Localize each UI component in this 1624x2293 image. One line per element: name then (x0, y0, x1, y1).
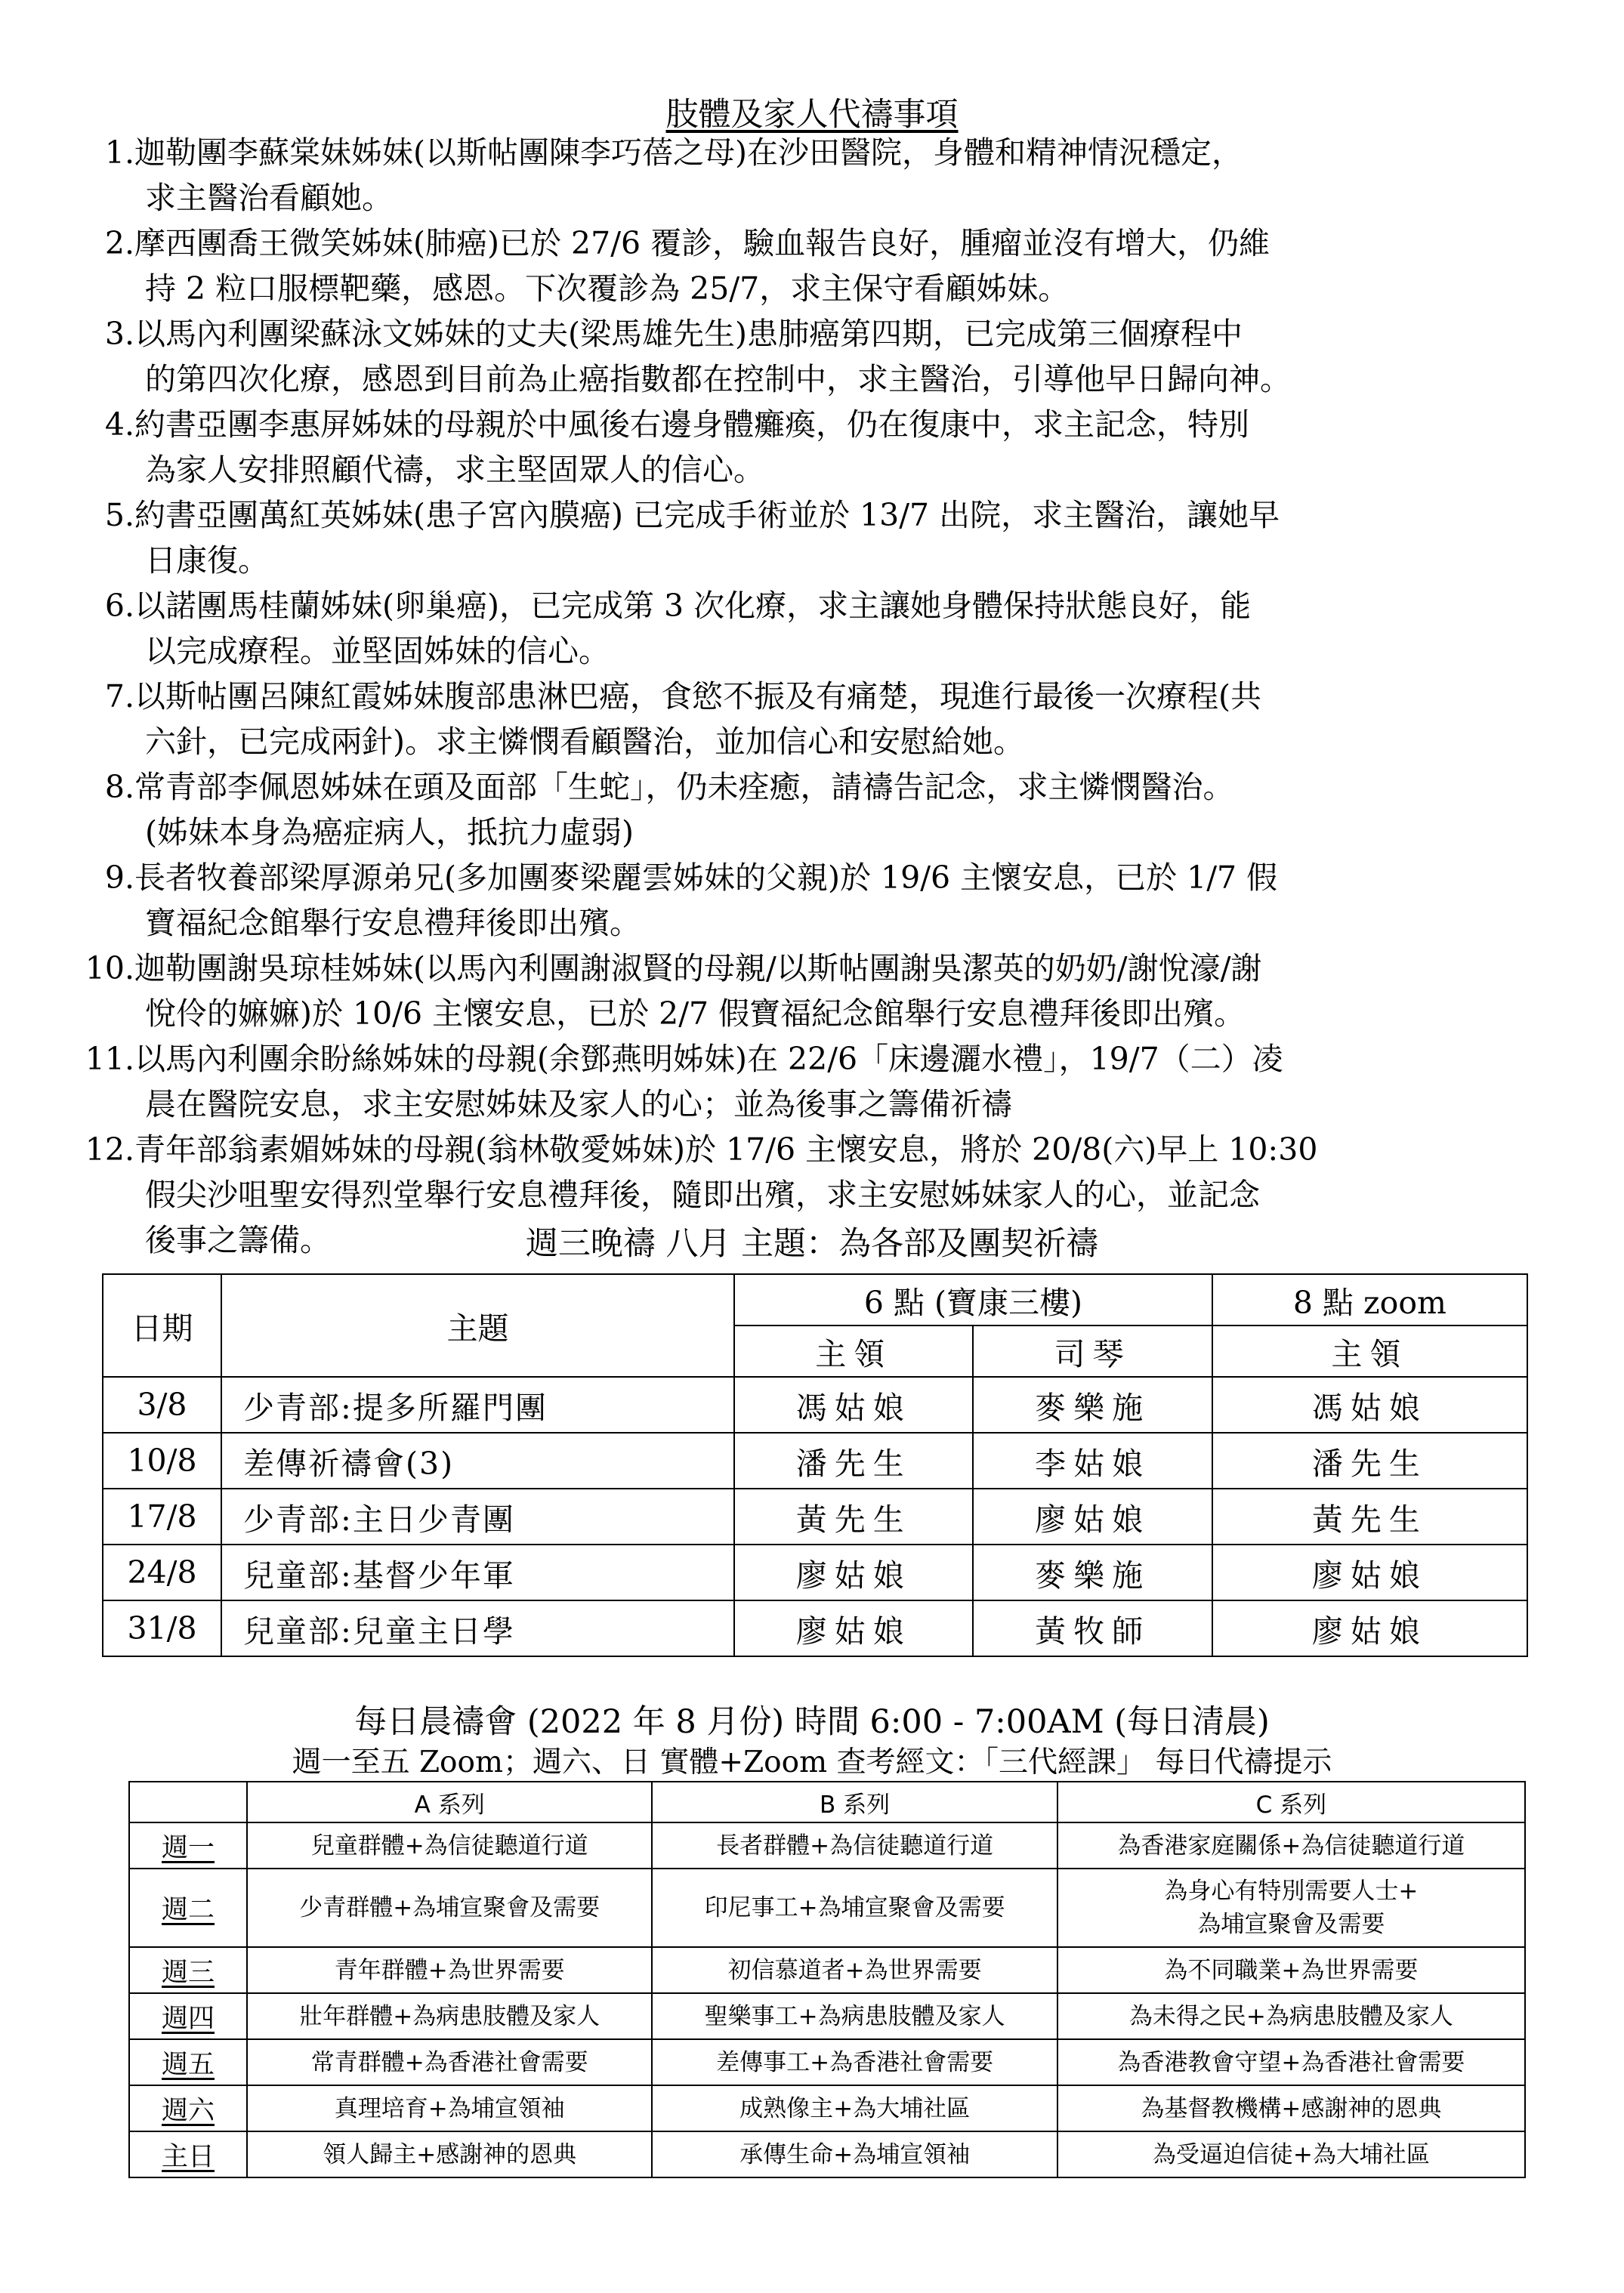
prayer-list (85, 130, 1570, 1263)
prayer-item (89, 130, 1570, 221)
table-row (129, 1869, 1525, 1947)
prayer-section-title: 肢體及家人代禱事項 (665, 96, 959, 134)
header-series-c: C 系列 (1057, 1782, 1525, 1822)
row-series-a: 領人歸主+感謝神的恩典 (247, 2131, 652, 2177)
row-day: 週六 (129, 2085, 247, 2131)
header-leader: 主領 (734, 1325, 973, 1377)
prayer-item-number: 3. (104, 316, 134, 352)
row-topic: 差傳祈禱會(3) (221, 1433, 734, 1489)
row-series-a: 常青群體+為香港社會需要 (247, 2039, 652, 2085)
prayer-item-line: 以馬內利團梁蘇泳文姊妹的丈夫(梁馬雄先生)患肺癌第四期，已完成第三個療程中 (134, 316, 1243, 352)
prayer-item-number: 12. (85, 1131, 134, 1168)
header-series-b: B 系列 (652, 1782, 1057, 1822)
row-date: 24/8 (103, 1545, 221, 1600)
prayer-item-number: 8. (104, 769, 134, 805)
row-series-b: 長者群體+為信徒聽道行道 (652, 1822, 1057, 1869)
prayer-item-number: 1. (104, 134, 134, 171)
prayer-item-number: 2. (104, 225, 134, 261)
prayer-item-line: 摩西團喬王微笑姊妹(肺癌)已於 27/6 覆診，驗血報告良好，腫瘤並沒有增大，仍維 (134, 225, 1270, 261)
row-series-c: 為基督教機構+感謝神的恩典 (1057, 2085, 1525, 2131)
prayer-item-line: 假尖沙咀聖安得烈堂舉行安息禮拜後，隨即出殯，求主安慰姊妹家人的心，並記念 (145, 1177, 1260, 1213)
morning-prayer-subtitle: 週一至五 Zoom；週六、日 實體+Zoom 查考經文：「三代經課」 每日代禱提示 (292, 1745, 1332, 1779)
row-series-b: 差傳事工+為香港社會需要 (652, 2039, 1057, 2085)
row-day: 週二 (129, 1869, 247, 1947)
row-leader: 黃先生 (734, 1489, 973, 1545)
row-topic: 兒童部:基督少年軍 (221, 1545, 734, 1600)
header-leader-zoom: 主領 (1212, 1325, 1527, 1377)
row-pianist: 麥樂施 (973, 1377, 1212, 1433)
prayer-item-line: 以諾團馬桂蘭姊妹(卵巢癌)，已完成第 3 次化療，求主讓她身體保持狀態良好，能 (134, 588, 1252, 624)
row-pianist: 廖姑娘 (973, 1489, 1212, 1545)
prayer-item-line: 以完成療程。並堅固姊妹的信心。 (145, 633, 610, 669)
row-day: 週五 (129, 2039, 247, 2085)
row-topic: 少青部:提多所羅門團 (221, 1377, 734, 1433)
prayer-item-line: 求主醫治看顧她。 (145, 180, 393, 216)
prayer-item-number: 11. (85, 1041, 134, 1077)
prayer-item-number: 6. (104, 588, 134, 624)
row-series-a: 兒童群體+為信徒聽道行道 (247, 1822, 652, 1869)
row-series-b: 成熟像主+為大埔社區 (652, 2085, 1057, 2131)
prayer-item (89, 583, 1570, 674)
morning-prayer-title: 每日晨禱會 (2022 年 8 月份) 時間 6:00 - 7:00AM (每日清晨) (354, 1703, 1270, 1741)
prayer-item-line: 常青部李佩恩姊妹在頭及面部「生蛇」，仍未痊癒，請禱告記念，求主憐憫醫治。 (134, 769, 1234, 805)
prayer-item-number: 4. (104, 406, 134, 443)
prayer-item-line: 晨在醫院安息，求主安慰姊妹及家人的心；並為後事之籌備祈禱 (145, 1086, 1012, 1122)
row-series-c: 為香港教會守望+為香港社會需要 (1057, 2039, 1525, 2085)
table-row (129, 1822, 1525, 1869)
prayer-item (85, 1036, 1570, 1127)
row-topic: 少青部:主日少青團 (221, 1489, 734, 1545)
row-leader: 潘先生 (734, 1433, 973, 1489)
prayer-item-line: 為家人安排照顧代禱，求主堅固眾人的信心。 (145, 452, 764, 488)
row-date: 10/8 (103, 1433, 221, 1489)
prayer-item-line: 六針，已完成兩針)。求主憐憫看顧醫治，並加信心和安慰給她。 (145, 724, 1024, 760)
prayer-item (89, 311, 1570, 402)
prayer-item-line: 約書亞團萬紅英姊妹(患子宮內膜癌) 已完成手術並於 13/7 出院，求主醫治，讓她早 (134, 497, 1280, 533)
prayer-item-line: 日康復。 (145, 542, 269, 579)
table-row (103, 1489, 1527, 1545)
row-leader: 廖姑娘 (734, 1545, 973, 1600)
prayer-item (89, 221, 1570, 311)
row-pianist: 李姑娘 (973, 1433, 1212, 1489)
morning-prayer-table (128, 1781, 1526, 2178)
prayer-item-line: 以馬內利團余盼絲姊妹的母親(余鄧燕明姊妹)在 22/6「床邊灑水禮」，19/7（二）凌 (134, 1041, 1283, 1077)
header-day-blank (129, 1782, 247, 1822)
row-series-a: 青年群體+為世界需要 (247, 1947, 652, 1993)
prayer-item-line: 青年部翁素媚姊妹的母親(翁林敬愛姊妹)於 17/6 主懷安息，將於 20/8(六)早上 10:30 (134, 1131, 1318, 1168)
prayer-item (89, 764, 1570, 855)
row-leader-zoom: 黃先生 (1212, 1489, 1527, 1545)
row-day: 週三 (129, 1947, 247, 1993)
row-topic: 兒童部:兒童主日學 (221, 1600, 734, 1656)
prayer-item-line: 的第四次化療，感恩到目前為止癌指數都在控制中，求主醫治，引導他早日歸向神。 (145, 361, 1291, 397)
header-6pm: 6 點 (寶康三樓) (734, 1274, 1212, 1325)
row-day: 主日 (129, 2131, 247, 2177)
wednesday-schedule-table (102, 1273, 1528, 1657)
prayer-item-line: 持 2 粒口服標靶藥，感恩。下次覆診為 25/7，求主保守看顧姊妹。 (145, 270, 1070, 307)
row-series-a: 少青群體+為埔宣聚會及需要 (247, 1869, 652, 1947)
row-leader-zoom: 廖姑娘 (1212, 1600, 1527, 1656)
header-8pm-zoom: 8 點 zoom (1212, 1274, 1527, 1325)
row-date: 17/8 (103, 1489, 221, 1545)
prayer-item-line: 悅伶的嫲嫲)於 10/6 主懷安息，已於 2/7 假寶福紀念館舉行安息禮拜後即出殯。 (145, 995, 1246, 1032)
prayer-item-line: 長者牧養部梁厚源弟兄(多加團麥梁麗雲姊妹的父親)於 19/6 主懷安息，已於 1/7 假 (134, 859, 1278, 896)
row-date: 31/8 (103, 1600, 221, 1656)
prayer-item-number: 5. (104, 497, 134, 533)
row-leader-zoom: 馮姑娘 (1212, 1377, 1527, 1433)
row-series-c: 為不同職業+為世界需要 (1057, 1947, 1525, 1993)
prayer-item-line: 寶福紀念館舉行安息禮拜後即出殯。 (145, 905, 641, 941)
row-pianist: 麥樂施 (973, 1545, 1212, 1600)
prayer-item (89, 492, 1570, 583)
wednesday-prayer-title: 週三晚禱 八月 主題：為各部及團契祈禱 (525, 1225, 1099, 1263)
table-row (103, 1600, 1527, 1656)
prayer-item-number: 7. (104, 678, 134, 714)
prayer-item (89, 674, 1570, 764)
prayer-item-line: 迦勒團李蘇棠妹姊妹(以斯帖團陳李巧蓓之母)在沙田醫院，身體和精神情況穩定， (134, 134, 1243, 171)
table-row (103, 1377, 1527, 1433)
table-row (103, 1433, 1527, 1489)
prayer-item (89, 402, 1570, 492)
prayer-item-line: 約書亞團李惠屏姊妹的母親於中風後右邊身體癱瘓，仍在復康中，求主記念，特別 (134, 406, 1249, 443)
header-date: 日期 (103, 1274, 221, 1377)
row-day: 週四 (129, 1993, 247, 2039)
prayer-item-number: 9. (104, 859, 134, 896)
table-row (129, 2131, 1525, 2177)
row-leader: 馮姑娘 (734, 1377, 973, 1433)
prayer-item (85, 946, 1570, 1036)
table-row (129, 2039, 1525, 2085)
row-series-c: 為受逼迫信徒+為大埔社區 (1057, 2131, 1525, 2177)
table-row (129, 1993, 1525, 2039)
row-series-b: 承傳生命+為埔宣領袖 (652, 2131, 1057, 2177)
row-series-b: 聖樂事工+為病患肢體及家人 (652, 1993, 1057, 2039)
row-series-c: 為香港家庭關係+為信徒聽道行道 (1057, 1822, 1525, 1869)
header-pianist: 司琴 (973, 1325, 1212, 1377)
row-leader: 廖姑娘 (734, 1600, 973, 1656)
row-series-c: 為未得之民+為病患肢體及家人 (1057, 1993, 1525, 2039)
row-leader-zoom: 潘先生 (1212, 1433, 1527, 1489)
row-series-a: 壯年群體+為病患肢體及家人 (247, 1993, 652, 2039)
row-series-b: 印尼事工+為埔宣聚會及需要 (652, 1869, 1057, 1947)
table-row (103, 1545, 1527, 1600)
row-pianist: 黃牧師 (973, 1600, 1212, 1656)
prayer-item-number: 10. (85, 950, 134, 986)
prayer-item-line: 以斯帖團呂陳紅霞姊妹腹部患淋巴癌，食慾不振及有痛楚，現進行最後一次療程(共 (134, 678, 1261, 714)
header-series-a: A 系列 (247, 1782, 652, 1822)
row-series-a: 真理培育+為埔宣領袖 (247, 2085, 652, 2131)
prayer-item-line: 迦勒團謝吳琼桂姊妹(以馬內利團謝淑賢的母親/以斯帖團謝吳潔英的奶奶/謝悅濠/謝 (134, 950, 1262, 986)
prayer-item-line: (姊妹本身為癌症病人，抵抗力虛弱) (145, 814, 634, 850)
row-series-b: 初信慕道者+為世界需要 (652, 1947, 1057, 1993)
prayer-item-line: 後事之籌備。 (145, 1222, 331, 1258)
prayer-item (89, 855, 1570, 946)
row-leader-zoom: 廖姑娘 (1212, 1545, 1527, 1600)
row-series-c: 為身心有特別需要人士+ 為埔宣聚會及需要 (1057, 1869, 1525, 1947)
header-topic: 主題 (221, 1274, 734, 1377)
row-day: 週一 (129, 1822, 247, 1869)
row-date: 3/8 (103, 1377, 221, 1433)
table-row (129, 2085, 1525, 2131)
table-row (129, 1947, 1525, 1993)
